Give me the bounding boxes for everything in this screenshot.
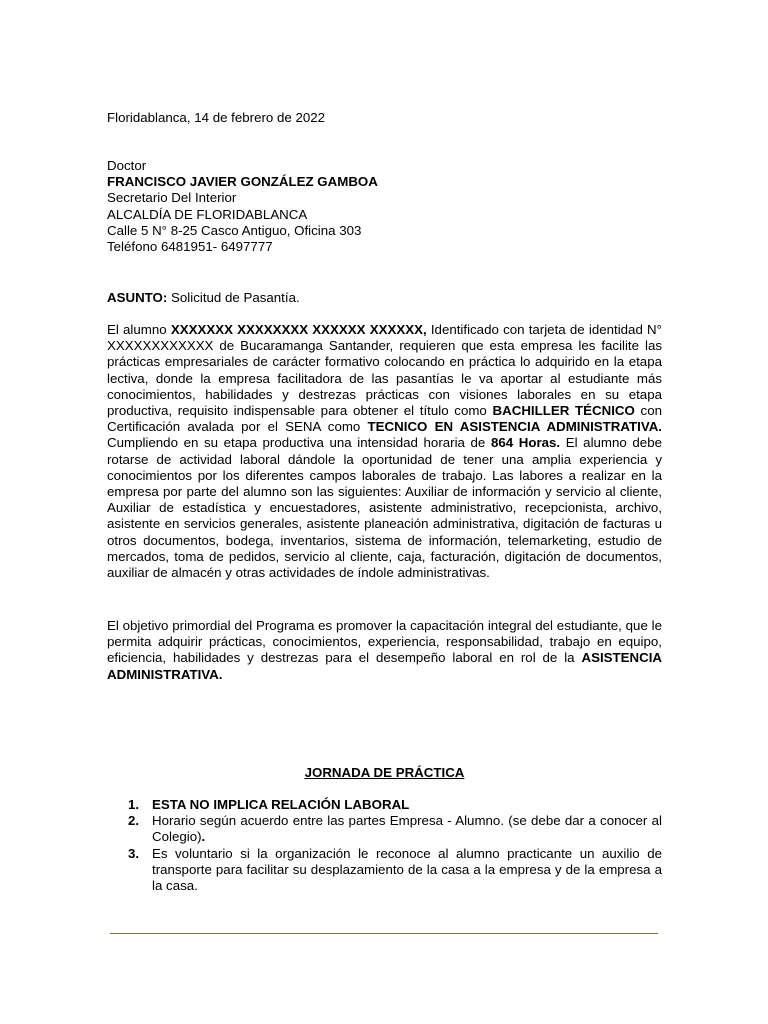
list-item bbox=[107, 797, 662, 813]
list-item-number: 2. bbox=[128, 813, 140, 829]
recipient-phone: Teléfono 6481951- 6497777 bbox=[107, 239, 273, 255]
body-paragraph-2 bbox=[107, 618, 662, 683]
footer-divider bbox=[110, 933, 658, 934]
subject-label: ASUNTO: bbox=[107, 290, 168, 305]
letter-date: Floridablanca, 14 de febrero de 2022 bbox=[107, 110, 326, 125]
para2-bold-role: ASISTENCIA ADMINISTRATIVA. bbox=[107, 650, 662, 682]
para1-text-1: El alumno bbox=[107, 322, 171, 337]
para1-text-4: Cumpliendo en su etapa productiva una intensidad horaria de bbox=[107, 435, 491, 451]
recipient-block bbox=[107, 158, 662, 255]
hours-amount: 864 Horas. bbox=[490, 435, 561, 451]
certification-title: TECNICO EN ASISTENCIA ADMINISTRATIVA. bbox=[367, 419, 662, 435]
recipient-title: Doctor bbox=[107, 158, 147, 173]
degree-title: BACHILLER TÉCNICO bbox=[492, 403, 635, 419]
list-item-text: Horario según acuerdo entre las partes Empresa - Alumno. (se debe dar a conocer al Colegio) bbox=[152, 813, 662, 845]
list-item-text: Es voluntario si la organización le reconoce al alumno practicante un auxilio de transporte para facilitar su desplazamiento de la casa a la empresa y de la empresa a la casa. bbox=[152, 845, 662, 894]
practice-conditions-list bbox=[107, 797, 662, 894]
para1-text-5: El alumno debe rotarse de actividad laboral dándole la oportunidad de tener una amplia experiencia y conocimientos por los diferentes campos laborales de trabajo. Las labores a realizar en la empresa por parte del alumno son las siguientes: Auxiliar de información y servicio al cliente, Auxiliar de estadística y encuestadores, asistente administrativo, recepcionista, archivo, asistente en servicios generales, asistente planeación administrativa, digitación de facturas u otros documentos, bodega, inventarios, sistema de información, telemarketing, estudio de mercados, toma de pedidos, servicio al cliente, caja, facturación, digitación de documentos, auxiliar de almacén y otras actividades de índole administrativas. bbox=[107, 435, 662, 581]
para1-text-3: con Certificación avalada por el SENA como bbox=[107, 403, 662, 435]
body-paragraph-1 bbox=[107, 322, 662, 581]
list-item-text: ESTA NO IMPLICA RELACIÓN LABORAL bbox=[152, 797, 410, 812]
para2-text-1: El objetivo primordial del Programa es promover la capacitación integral del estudiante, que le permita adquirir prácticas, conocimientos, experiencia, responsabilidad, trabajo en equipo, eficiencia, habilidades y destrezas para el desempeño laboral en rol de la bbox=[107, 618, 662, 666]
recipient-organization: ALCALDÍA DE FLORIDABLANCA bbox=[107, 206, 308, 222]
list-item bbox=[107, 813, 662, 845]
list-item bbox=[107, 846, 662, 895]
recipient-address: Calle 5 N° 8-25 Casco Antiguo, Oficina 303 bbox=[107, 222, 362, 238]
list-item-number: 3. bbox=[128, 845, 140, 861]
section-title: JORNADA DE PRÁCTICA bbox=[304, 765, 465, 780]
list-item-number: 1. bbox=[128, 797, 140, 812]
recipient-position: Secretario Del Interior bbox=[107, 190, 237, 206]
recipient-name: FRANCISCO JAVIER GONZÁLEZ GAMBOA bbox=[107, 174, 378, 190]
student-name-placeholder: XXXXXXX XXXXXXXX XXXXXX XXXXXX, bbox=[170, 322, 427, 337]
para1-text-2: Identificado con tarjeta de identidad N° XXXXXXXXXXXX de Bucaramanga Santander, requieren que esta empresa les facilite las prácticas empresariales de carácter formativo colocando en práctica lo adquirido en la etapa lectiva, donde la empresa facilitadora de las pasantías le va aportar al estudiante más conocimientos, habilidades y destrezas prácticas con visiones laborales en su etapa productiva, requisito indispensable para obtener el título como bbox=[107, 322, 662, 419]
subject-text: Solicitud de Pasantía. bbox=[167, 290, 300, 305]
subject-line bbox=[107, 290, 662, 306]
list-item-end: . bbox=[201, 829, 206, 845]
